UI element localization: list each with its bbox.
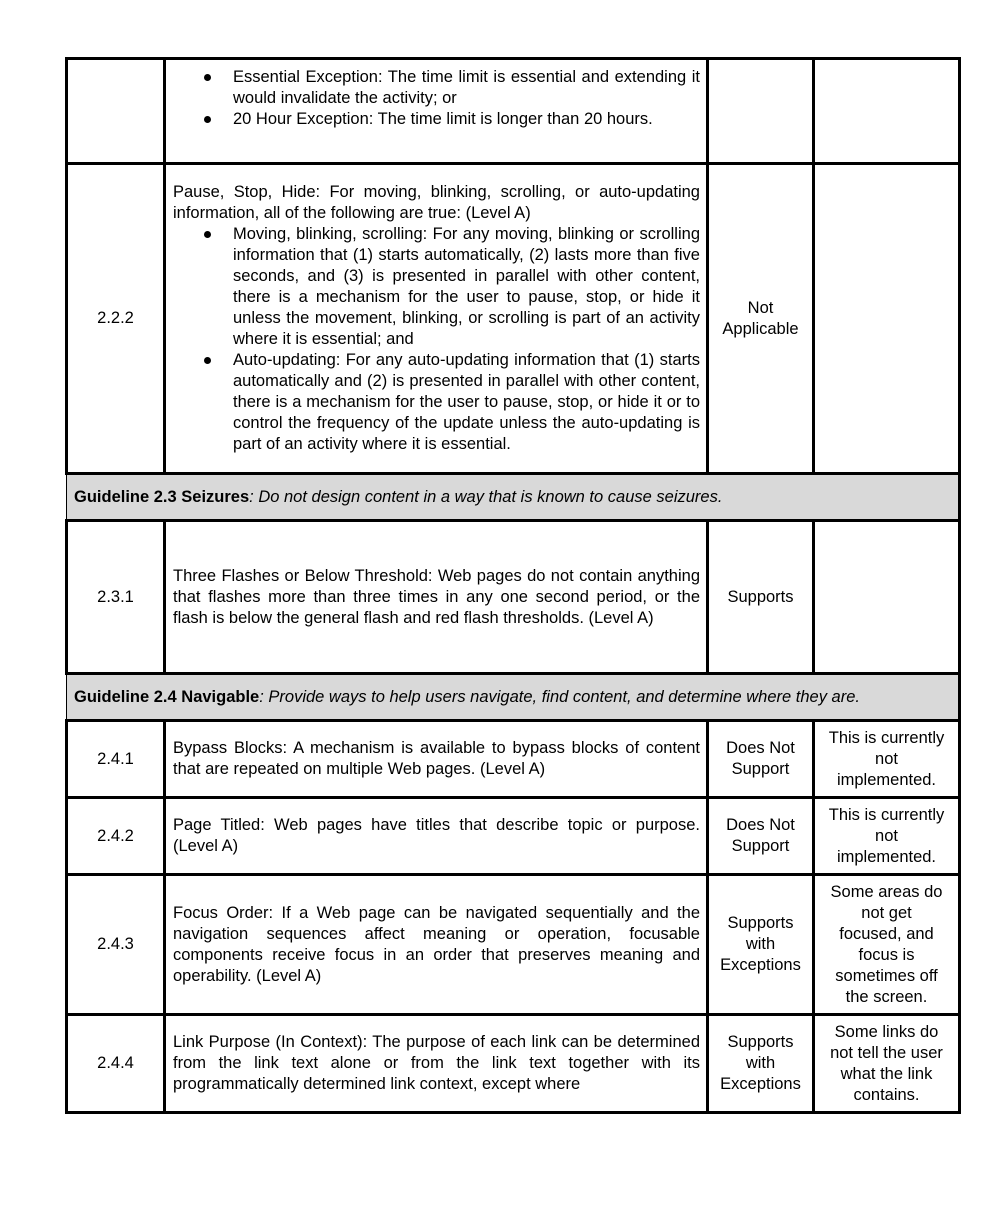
conformance-level-line: Support — [731, 837, 790, 855]
conformance-level-cell — [708, 59, 814, 164]
table-row-continuation — [67, 59, 960, 164]
criteria-description-cell — [165, 164, 708, 474]
conformance-level-line: Does Not — [726, 816, 795, 834]
remarks-line: contains. — [853, 1085, 920, 1104]
remarks-line: not — [875, 749, 898, 768]
remarks-cell — [814, 59, 960, 164]
remarks-cell — [814, 798, 960, 875]
table-row-2-4-1 — [67, 721, 960, 798]
remarks-line: what the link — [840, 1064, 933, 1083]
criteria-description-cell: Focus Order: If a Web page can be navigated sequentially and the navigation sequences affect meaning or operation, focusable components receive focus in an order that preserves meaning and operability. (Level A) — [165, 875, 708, 1015]
conformance-level-cell: Supports — [708, 521, 814, 674]
conformance-level-line: Exceptions — [720, 956, 801, 974]
conformance-level-cell — [708, 798, 814, 875]
guideline-title: Guideline 2.3 Seizures — [74, 487, 250, 506]
conformance-level-line: Supports — [727, 1033, 794, 1051]
remarks-line: This is currently — [828, 728, 945, 747]
guideline-heading-cell — [67, 674, 960, 721]
criteria-description-cell: Page Titled: Web pages have titles that describe topic or purpose. (Level A) — [165, 798, 708, 875]
conformance-level-cell — [708, 164, 814, 474]
table-row-2-4-4 — [67, 1015, 960, 1113]
criteria-id-cell: 2.4.1 — [67, 721, 165, 798]
conformance-level-line: Support — [731, 760, 790, 778]
criteria-bullet-essential-exception: Essential Exception: The time limit is essential and extending it would invalidate the activity; or — [233, 68, 700, 107]
criteria-description-cell: Link Purpose (In Context): The purpose of each link can be determined from the link text alone or from the link text together with its programmatically determined link context, except where — [165, 1015, 708, 1113]
remarks-cell — [814, 521, 960, 674]
conformance-level-line: Supports — [727, 914, 794, 932]
table-row-2-2-2 — [67, 164, 960, 474]
remarks-line: focus is — [858, 945, 915, 964]
remarks-cell — [814, 1015, 960, 1113]
criteria-id-cell: 2.4.2 — [67, 798, 165, 875]
criteria-id-cell: 2.3.1 — [67, 521, 165, 674]
remarks-cell — [814, 875, 960, 1015]
criteria-id-cell: 2.4.3 — [67, 875, 165, 1015]
criteria-bullet-moving-blinking: Moving, blinking, scrolling: For any moving, blinking or scrolling information that (1) starts automatically, (2) lasts more than five seconds, and (3) is presented in parallel with other content, there is a mechanism for the user to pause, stop, or hide it unless the movement, blinking, or scrolling is part of an activity where it is essential; and — [233, 225, 700, 348]
conformance-level-line: Applicable — [722, 319, 799, 338]
guideline-row-2-4 — [67, 674, 960, 721]
remarks-line: implemented. — [836, 770, 937, 789]
remarks-line: This is currently — [828, 805, 945, 824]
criteria-id-cell — [67, 59, 165, 164]
table-row-2-4-2 — [67, 798, 960, 875]
remarks-line: focused, and — [839, 924, 934, 943]
criteria-id-cell: 2.4.4 — [67, 1015, 165, 1113]
conformance-level-cell — [708, 1015, 814, 1113]
remarks-line: implemented. — [836, 847, 937, 866]
remarks-line: sometimes off — [835, 966, 938, 985]
remarks-cell — [814, 721, 960, 798]
criteria-description-cell: Bypass Blocks: A mechanism is available to bypass blocks of content that are repeated on multiple Web pages. (Level A) — [165, 721, 708, 798]
conformance-table — [65, 57, 961, 1114]
remarks-line: not — [875, 826, 898, 845]
guideline-description: : Provide ways to help users navigate, find content, and determine where they are. — [259, 687, 860, 706]
criteria-bullet-20-hour-exception: 20 Hour Exception: The time limit is longer than 20 hours. — [233, 109, 700, 130]
criteria-intro-text: Pause, Stop, Hide: For moving, blinking, scrolling, or auto-updating information, all of the following are true: (Level A) — [173, 183, 700, 222]
criteria-description-cell — [165, 59, 708, 164]
guideline-description: : Do not design content in a way that is known to cause seizures. — [249, 487, 723, 506]
conformance-level-line: Exceptions — [720, 1075, 801, 1093]
remarks-line: not tell the user — [830, 1043, 943, 1062]
criteria-id-cell: 2.2.2 — [67, 164, 165, 474]
conformance-level-line: with — [745, 1054, 776, 1072]
conformance-level-cell — [708, 875, 814, 1015]
criteria-bullet-list — [173, 224, 700, 455]
remarks-line: the screen. — [845, 987, 928, 1006]
criteria-description-cell: Three Flashes or Below Threshold: Web pages do not contain anything that flashes more than three times in any one second period, or the flash is below the general flash and red flash thresholds. (Level A) — [165, 521, 708, 674]
conformance-level-line: Not — [747, 298, 774, 317]
guideline-row-2-3 — [67, 474, 960, 521]
remarks-cell — [814, 164, 960, 474]
remarks-line: Some links do — [834, 1022, 939, 1041]
guideline-heading-cell — [67, 474, 960, 521]
conformance-level-line: with — [745, 935, 776, 953]
criteria-bullet-list — [173, 67, 700, 130]
criteria-bullet-auto-updating: Auto-updating: For any auto-updating information that (1) starts automatically and (2) is presented in parallel with other content, there is a mechanism for the user to pause, stop, or hide it or to control the frequency of the update unless the auto-updating is part of an activity where it is essential. — [233, 351, 700, 453]
conformance-level-line: Does Not — [726, 739, 795, 757]
remarks-line: Some areas do — [830, 882, 943, 901]
conformance-level-cell — [708, 721, 814, 798]
guideline-title: Guideline 2.4 Navigable — [74, 687, 260, 706]
remarks-line: not get — [861, 903, 912, 922]
table-row-2-4-3 — [67, 875, 960, 1015]
table-row-2-3-1 — [67, 521, 960, 674]
